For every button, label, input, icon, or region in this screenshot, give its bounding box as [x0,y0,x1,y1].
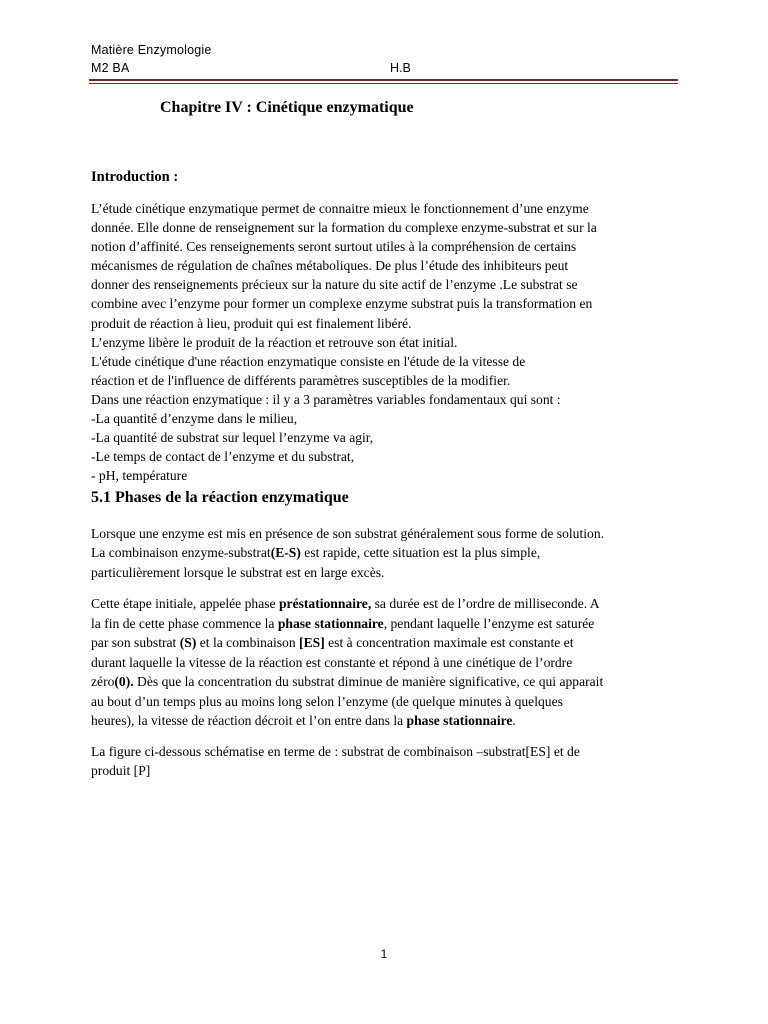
text-line: produit de réaction à lieu, produit qui est finalement libéré. [91,315,412,331]
text-line: par son substrat (S) et la combinaison [ES] est à concentration maximale est constante et [91,635,574,650]
text-line: produit [P] [91,763,151,779]
text-line: zéro(0). Dès que la concentration du substrat diminue de manière significative, ce qui apparait [91,674,604,689]
term-substrate: (S) [179,635,197,650]
text-line: L’enzyme libère le produit de la réaction et retrouve son état initial. [91,334,458,350]
list-item: -La quantité d’enzyme dans le milieu, [91,411,298,427]
introduction-paragraph [91,199,691,485]
text-line: donnée. Elle donne de renseignement sur la formation du complexe enzyme-substrat et sur la [91,220,597,236]
introduction-heading: Introduction : [91,169,179,185]
text-line: durant laquelle la vitesse de la réaction est constante et répond à une cinétique de l’ordre [91,654,573,670]
phases-paragraph-2 [91,594,691,731]
term-order-zero: (0). [114,674,134,689]
header-rule-thin [89,83,678,84]
text-line: au bout d’un temps plus au moins long selon l’enzyme (de quelque minutes à quelques [91,693,563,709]
text-line: heures), la vitesse de réaction décroit et l’on entre dans la phase stationnaire. [91,713,516,728]
term-phase-stationnaire: phase stationnaire [277,615,384,631]
phases-paragraph-1 [91,524,691,582]
text-line: La figure ci-dessous schématise en terme de : substrat de combinaison –substrat[ES] et de [91,744,580,759]
text-line: Lorsque une enzyme est mis en présence de son substrat généralement sous forme de solution. [91,526,605,541]
text-line: Cette étape initiale, appelée phase préstationnaire, sa durée est de l’ordre de milliseconde. A [91,596,600,611]
text-line: mécanismes de régulation de chaînes métaboliques. De plus l’étude des inhibiteurs peut [91,258,569,274]
header-subject: Matière Enzymologie [91,43,212,57]
header-rule-thick [89,79,678,81]
es-complex-term: (E-S) [270,545,301,561]
header-level: M2 BA [91,61,130,75]
text-line: la fin de cette phase commence la phase stationnaire, pendant laquelle l’enzyme est saturée [91,615,595,631]
page-number: 1 [380,947,388,961]
text-line: réaction et de l'influence de différents paramètres susceptibles de la modifier. [91,372,511,388]
term-es: [ES] [299,635,325,650]
text-line: combine avec l’enzyme pour former un complexe enzyme substrat puis la transformation en [91,296,593,312]
chapter-title: Chapitre IV : Cinétique enzymatique [160,99,414,116]
term-phase-stationnaire: phase stationnaire [406,713,513,728]
text-line: L'étude cinétique d'une réaction enzymatique consiste en l'étude de la vitesse de [91,353,526,369]
figure-description-paragraph [91,742,691,781]
list-item: -Le temps de contact de l’enzyme et du substrat, [91,449,355,465]
text-line: donner des renseignements précieux sur la nature du site actif de l’enzyme .Le substrat se [91,277,578,293]
text-line: notion d’affinité. Ces renseignements seront surtout utiles à la compréhension de certains [91,239,577,255]
list-item: -La quantité de substrat sur lequel l’enzyme va agir, [91,430,374,446]
text-line: Dans une réaction enzymatique : il y a 3 paramètres variables fondamentaux qui sont : [91,391,561,407]
header-author: H.B [390,61,411,75]
text-line: L’étude cinétique enzymatique permet de connaitre mieux le fonctionnement d’une enzyme [91,201,589,216]
list-item: - pH, température [91,468,188,484]
text-line: particulièrement lorsque le substrat est en large excès. [91,564,385,580]
text-line: La combinaison enzyme-substrat(E-S) est rapide, cette situation est la plus simple, [91,545,541,561]
section-title: 5.1 Phases de la réaction enzymatique [91,489,349,506]
term-prestationnaire: préstationnaire, [278,596,372,611]
